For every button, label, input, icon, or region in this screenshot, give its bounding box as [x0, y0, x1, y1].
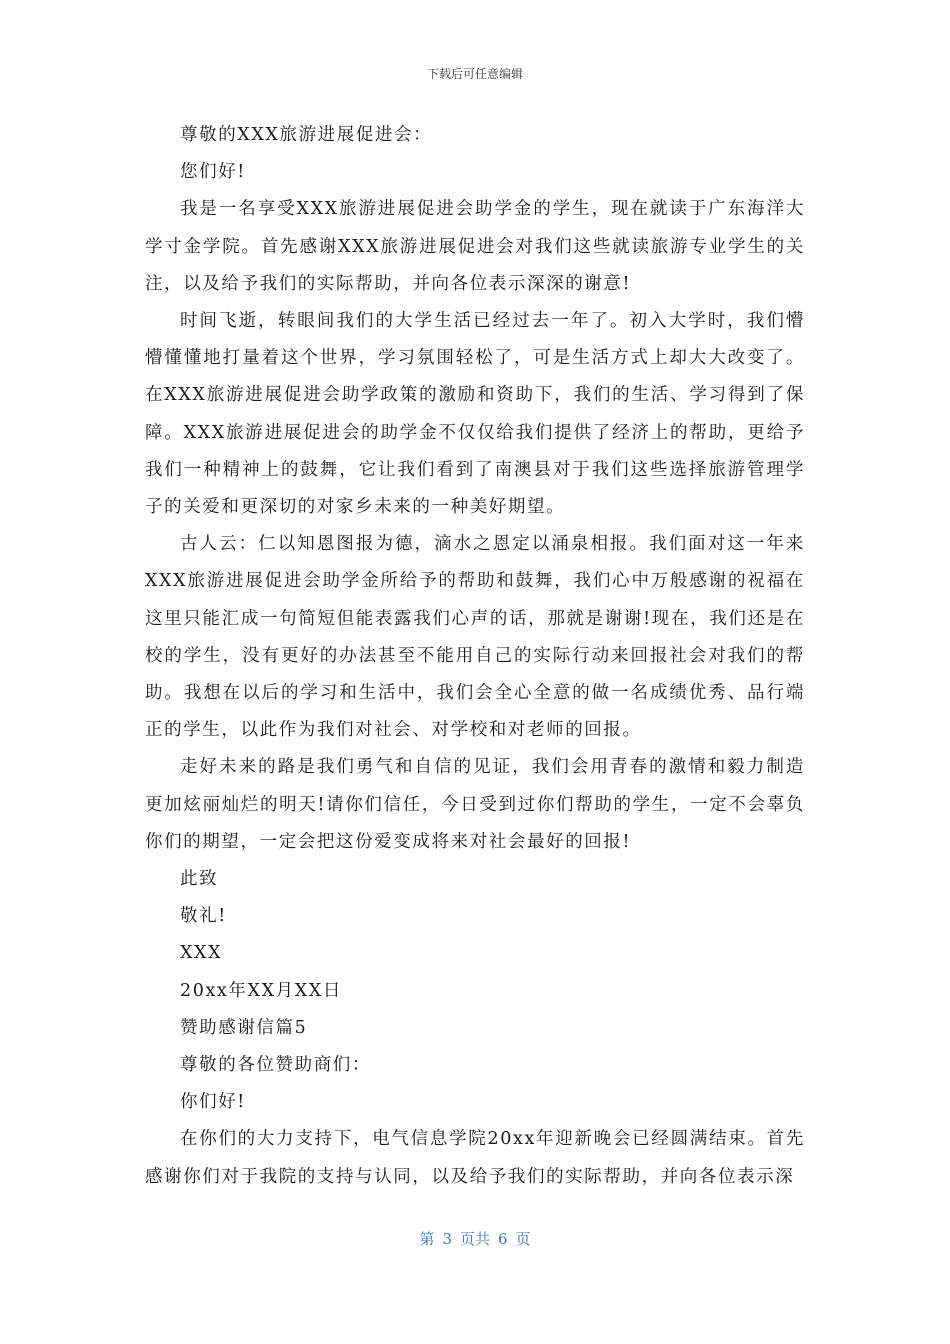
- section-heading: 赞助感谢信篇5: [180, 1017, 308, 1038]
- page-label-mid: 页共: [459, 1230, 490, 1248]
- closing-regards: 敬礼!: [180, 906, 227, 927]
- body-paragraph: 我是一名享受XXX旅游进展促进会助学金的学生，现在就读于广东海洋大学寸金学院。首先感谢XXX旅游进展促进会对我们这些就读旅游专业学生的关注，以及给予我们的实际帮助，并向各位表示深深的谢意!: [145, 199, 805, 294]
- page-label-prefix: 第: [419, 1230, 435, 1248]
- body-paragraph: 时间飞逝，转眼间我们的大学生活已经过去一年了。初入大学时，我们懵懵懂懂地打量着这个世界，学习氛围轻松了，可是生活方式上却大大改变了。在XXX旅游进展促进会助学政策的激励和资助下，我们的生活、学习得到了保障。XXX旅游进展促进会的助学金不仅仅给我们提供了经济上的帮助，更给予我们一种精神上的鼓舞，它让我们看到了南澳县对于我们这些选择旅游管理学子的关爱和更深切的对家乡未来的一种美好期望。: [145, 311, 805, 518]
- page-footer: [0, 1229, 950, 1249]
- closing-line: 此致: [180, 869, 219, 890]
- page-header: 下载后可任意编辑: [426, 67, 523, 81]
- signature-date: 20xx年XX月XX日: [180, 980, 342, 1001]
- body-paragraph: 走好未来的路是我们勇气和自信的见证，我们会用青春的激情和毅力制造更加炫丽灿烂的明天!请你们信任，今日受到过你们帮助的学生，一定不会辜负你们的期望，一定会把这份爱变成将来对社会最好的回报!: [145, 757, 805, 852]
- document-body: [145, 117, 805, 1196]
- body-paragraph: 在你们的大力支持下，电气信息学院20xx年迎新晚会已经圆满结束。首先感谢你们对于我院的支持与认同，以及给予我们的实际帮助，并向各位表示深: [145, 1129, 805, 1187]
- salutation: 尊敬的各位赞助商们：: [180, 1055, 371, 1076]
- current-page-number: 3: [442, 1230, 452, 1248]
- page-label-suffix: 页: [515, 1230, 531, 1248]
- signature-name: XXX: [180, 943, 223, 964]
- body-paragraph: 古人云：仁以知恩图报为德，滴水之恩定以涌泉相报。我们面对这一年来XXX旅游进展促进会助学金所给予的帮助和鼓舞，我们心中万般感谢的祝福在这里只能汇成一句简短但能表露我们心声的话，那就是谢谢!现在，我们还是在校的学生，没有更好的办法甚至不能用自己的实际行动来回报社会对我们的帮助。我想在以后的学习和生活中，我们会全心全意的做一名成绩优秀、品行端正的学生，以此作为我们对社会、对学校和对老师的回报。: [145, 534, 805, 741]
- total-pages-number: 6: [498, 1230, 508, 1248]
- greeting: 您们好!: [180, 162, 246, 183]
- salutation: 尊敬的XXX旅游进展促进会：: [180, 125, 433, 145]
- greeting: 你们好!: [180, 1092, 246, 1113]
